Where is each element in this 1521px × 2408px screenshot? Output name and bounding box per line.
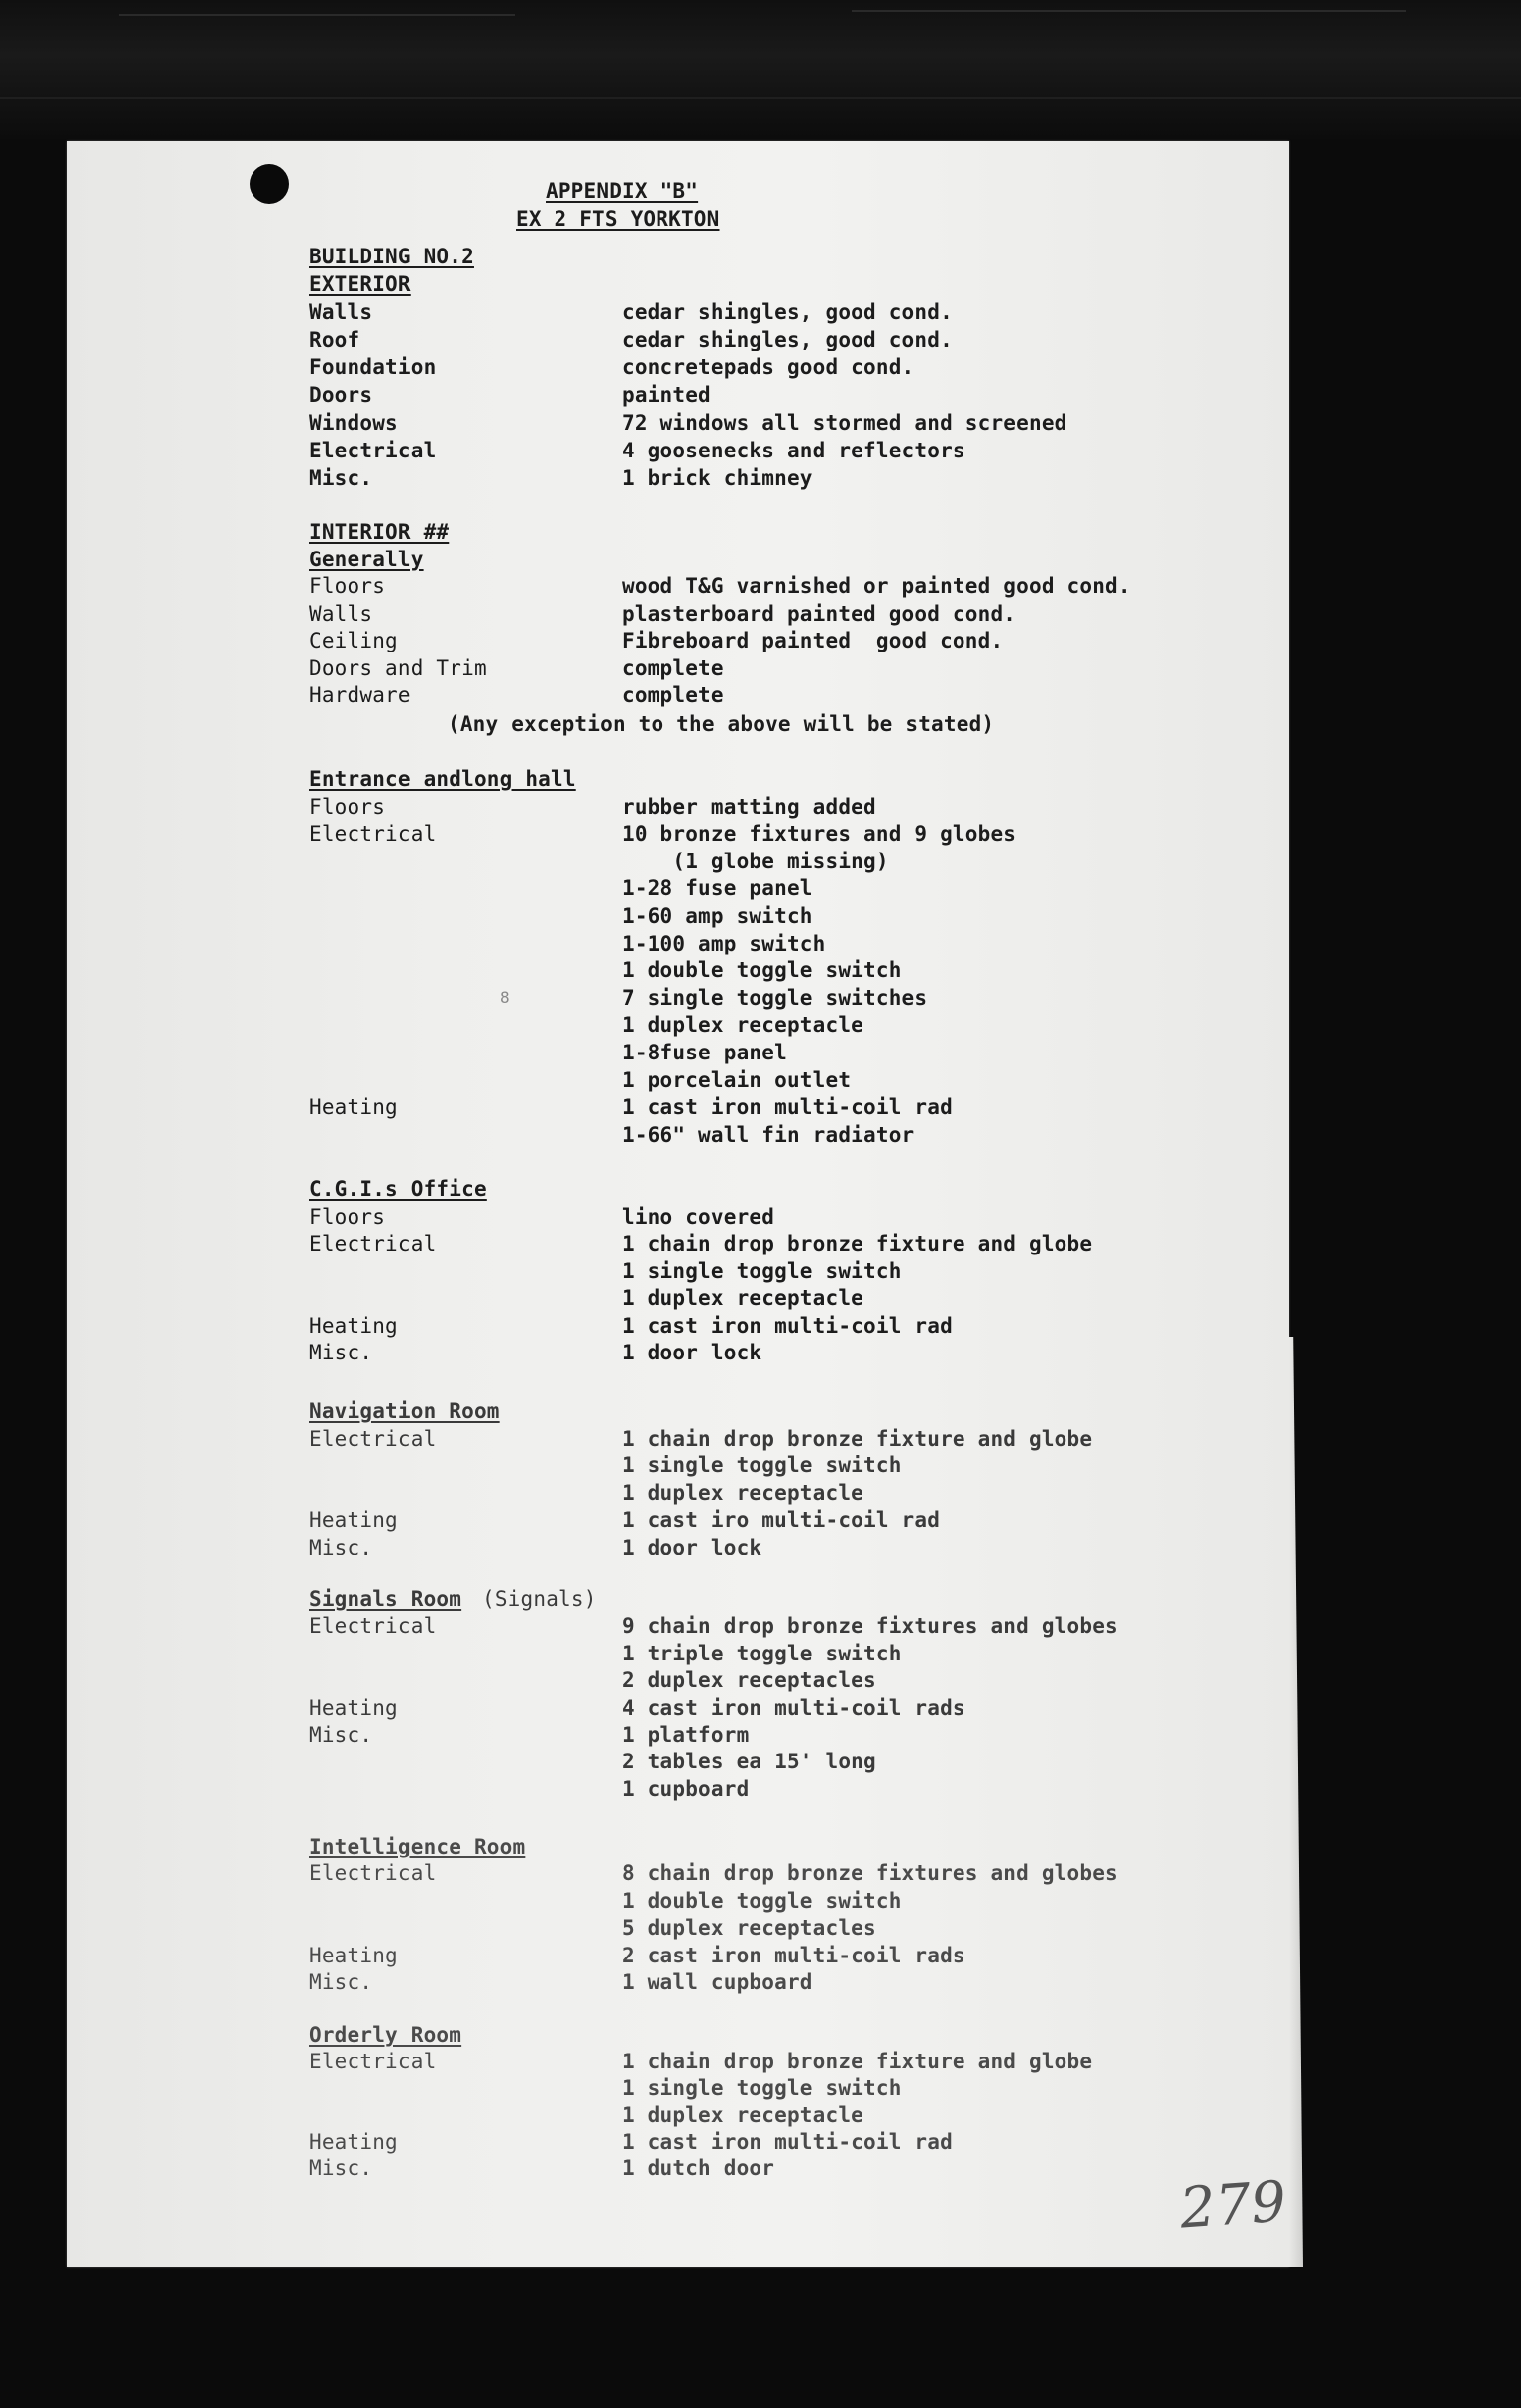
field-value: 1 duplex receptacle: [622, 1013, 864, 1038]
field-label: Ceiling: [309, 629, 398, 652]
field-value: 1 platform: [622, 1723, 750, 1747]
field-label: Electrical: [309, 822, 437, 847]
field-value: 1 double toggle switch: [622, 958, 902, 983]
field-value: 1 wall cupboard: [622, 1970, 813, 1994]
field-value: (1 globe missing): [622, 849, 889, 873]
field-value: 4 goosenecks and reflectors: [622, 439, 965, 462]
field-value: plasterboard painted good cond.: [622, 601, 1017, 626]
exterior-heading: EXTERIOR: [309, 272, 411, 296]
field-value: 8 chain drop bronze fixtures and globes: [622, 1861, 1118, 1886]
field-label: Walls: [309, 601, 373, 626]
field-value: lino covered: [622, 1204, 775, 1229]
field-value: 2 cast iron multi-coil rads: [622, 1943, 965, 1967]
field-value: 1 brick chimney: [622, 466, 813, 490]
field-value: 1 porcelain outlet: [622, 1067, 852, 1092]
field-label: Floors: [309, 794, 386, 819]
field-value: 1 duplex receptacle: [622, 1480, 864, 1505]
field-value: 1 chain drop bronze fixture and globe: [622, 1232, 1093, 1255]
field-label: Electrical: [309, 1232, 437, 1255]
field-label: Misc.: [309, 466, 373, 490]
field-value: 1 door lock: [622, 1341, 762, 1364]
field-value: 1 cast iron multi-coil rad: [622, 1313, 953, 1338]
field-value: 9 chain drop bronze fixtures and globes: [622, 1614, 1118, 1639]
field-label: Heating: [309, 1943, 398, 1967]
field-value: Fibreboard painted good cond.: [622, 629, 1004, 652]
field-value: complete: [622, 655, 724, 680]
field-label: Heating: [309, 1695, 398, 1720]
appendix-title: APPENDIX "B": [546, 179, 699, 203]
field-value: 1 triple toggle switch: [622, 1641, 902, 1665]
field-value: painted: [622, 383, 711, 407]
field-label: Electrical: [309, 2050, 437, 2073]
field-value: 1-28 fuse panel: [622, 876, 813, 901]
field-value: 7 single toggle switches: [622, 985, 928, 1010]
field-label: Walls: [309, 300, 373, 324]
field-label: Floors: [309, 1204, 386, 1229]
field-label: Electrical: [309, 1614, 437, 1639]
field-value: 1 cupboard: [622, 1776, 750, 1801]
field-label: Electrical: [309, 1426, 437, 1451]
stray-mark: 8: [500, 988, 510, 1007]
field-value: 1 chain drop bronze fixture and globe: [622, 2050, 1093, 2073]
field-label: Misc.: [309, 1341, 373, 1364]
field-value: 10 bronze fixtures and 9 globes: [622, 822, 1017, 847]
cgi_office-heading: C.G.I.s Office: [309, 1177, 487, 1201]
field-value: 2 duplex receptacles: [622, 1668, 876, 1693]
field-value: 1 door lock: [622, 1536, 762, 1559]
field-label: Misc.: [309, 1723, 373, 1747]
field-label: Foundation: [309, 355, 437, 379]
field-label: Heating: [309, 2130, 398, 2154]
interior-heading: INTERIOR ##: [309, 520, 450, 544]
field-value: cedar shingles, good cond.: [622, 328, 953, 351]
field-label: Misc.: [309, 1536, 373, 1559]
field-value: 1 double toggle switch: [622, 1888, 902, 1913]
field-value: concretepads good cond.: [622, 355, 915, 379]
field-value: 1-8fuse panel: [622, 1041, 787, 1064]
field-value: 1-66" wall fin radiator: [622, 1122, 915, 1147]
navigation-heading: Navigation Room: [309, 1399, 500, 1423]
field-value: wood T&G varnished or painted good cond.: [622, 574, 1131, 598]
field-value: 1 duplex receptacle: [622, 1286, 864, 1310]
field-label: Windows: [309, 411, 398, 435]
orderly-heading: Orderly Room: [309, 2023, 462, 2047]
field-value: 1 dutch door: [622, 2157, 775, 2180]
field-value: 1 duplex receptacle: [622, 2103, 864, 2127]
field-label: Heating: [309, 1095, 398, 1120]
intelligence-heading: Intelligence Room: [309, 1835, 526, 1858]
field-value: 1-100 amp switch: [622, 931, 826, 955]
signals-heading-note: (Signals): [482, 1587, 597, 1611]
interior-subheading: Generally: [309, 547, 424, 571]
field-value: 1 single toggle switch: [622, 1454, 902, 1478]
field-label: Roof: [309, 328, 360, 351]
entrance-heading: Entrance andlong hall: [309, 767, 576, 791]
field-label: Doors: [309, 383, 373, 407]
field-value: 1 cast iron multi-coil rad: [622, 2130, 953, 2154]
field-value: 1 cast iro multi-coil rad: [622, 1508, 941, 1533]
field-label: Electrical: [309, 439, 437, 462]
field-value: 1-60 amp switch: [622, 904, 813, 928]
field-value: complete: [622, 683, 724, 707]
field-value: 5 duplex receptacles: [622, 1916, 876, 1941]
building-heading: BUILDING NO.2: [309, 245, 474, 268]
field-value: 4 cast iron multi-coil rads: [622, 1695, 965, 1720]
field-value: cedar shingles, good cond.: [622, 300, 953, 324]
page-number: 279: [1177, 2169, 1288, 2242]
field-value: 2 tables ea 15' long: [622, 1750, 876, 1774]
field-value: 1 single toggle switch: [622, 1258, 902, 1283]
field-label: Heating: [309, 1313, 398, 1338]
signals-heading: Signals Room: [309, 1587, 462, 1611]
field-value: rubber matting added: [622, 794, 876, 819]
field-label: Misc.: [309, 2157, 373, 2180]
field-label: Hardware: [309, 683, 411, 707]
exception-note: (Any exception to the above will be stated): [448, 712, 995, 736]
field-value: 1 single toggle switch: [622, 2076, 902, 2100]
field-label: Doors and Trim: [309, 655, 487, 680]
field-value: 72 windows all stormed and screened: [622, 411, 1067, 435]
field-value: 1 cast iron multi-coil rad: [622, 1095, 953, 1120]
field-value: 1 chain drop bronze fixture and globe: [622, 1426, 1093, 1451]
field-label: Electrical: [309, 1861, 437, 1886]
field-label: Floors: [309, 574, 386, 598]
field-label: Misc.: [309, 1970, 373, 1994]
field-label: Heating: [309, 1508, 398, 1533]
appendix-subtitle: EX 2 FTS YORKTON: [516, 207, 720, 231]
